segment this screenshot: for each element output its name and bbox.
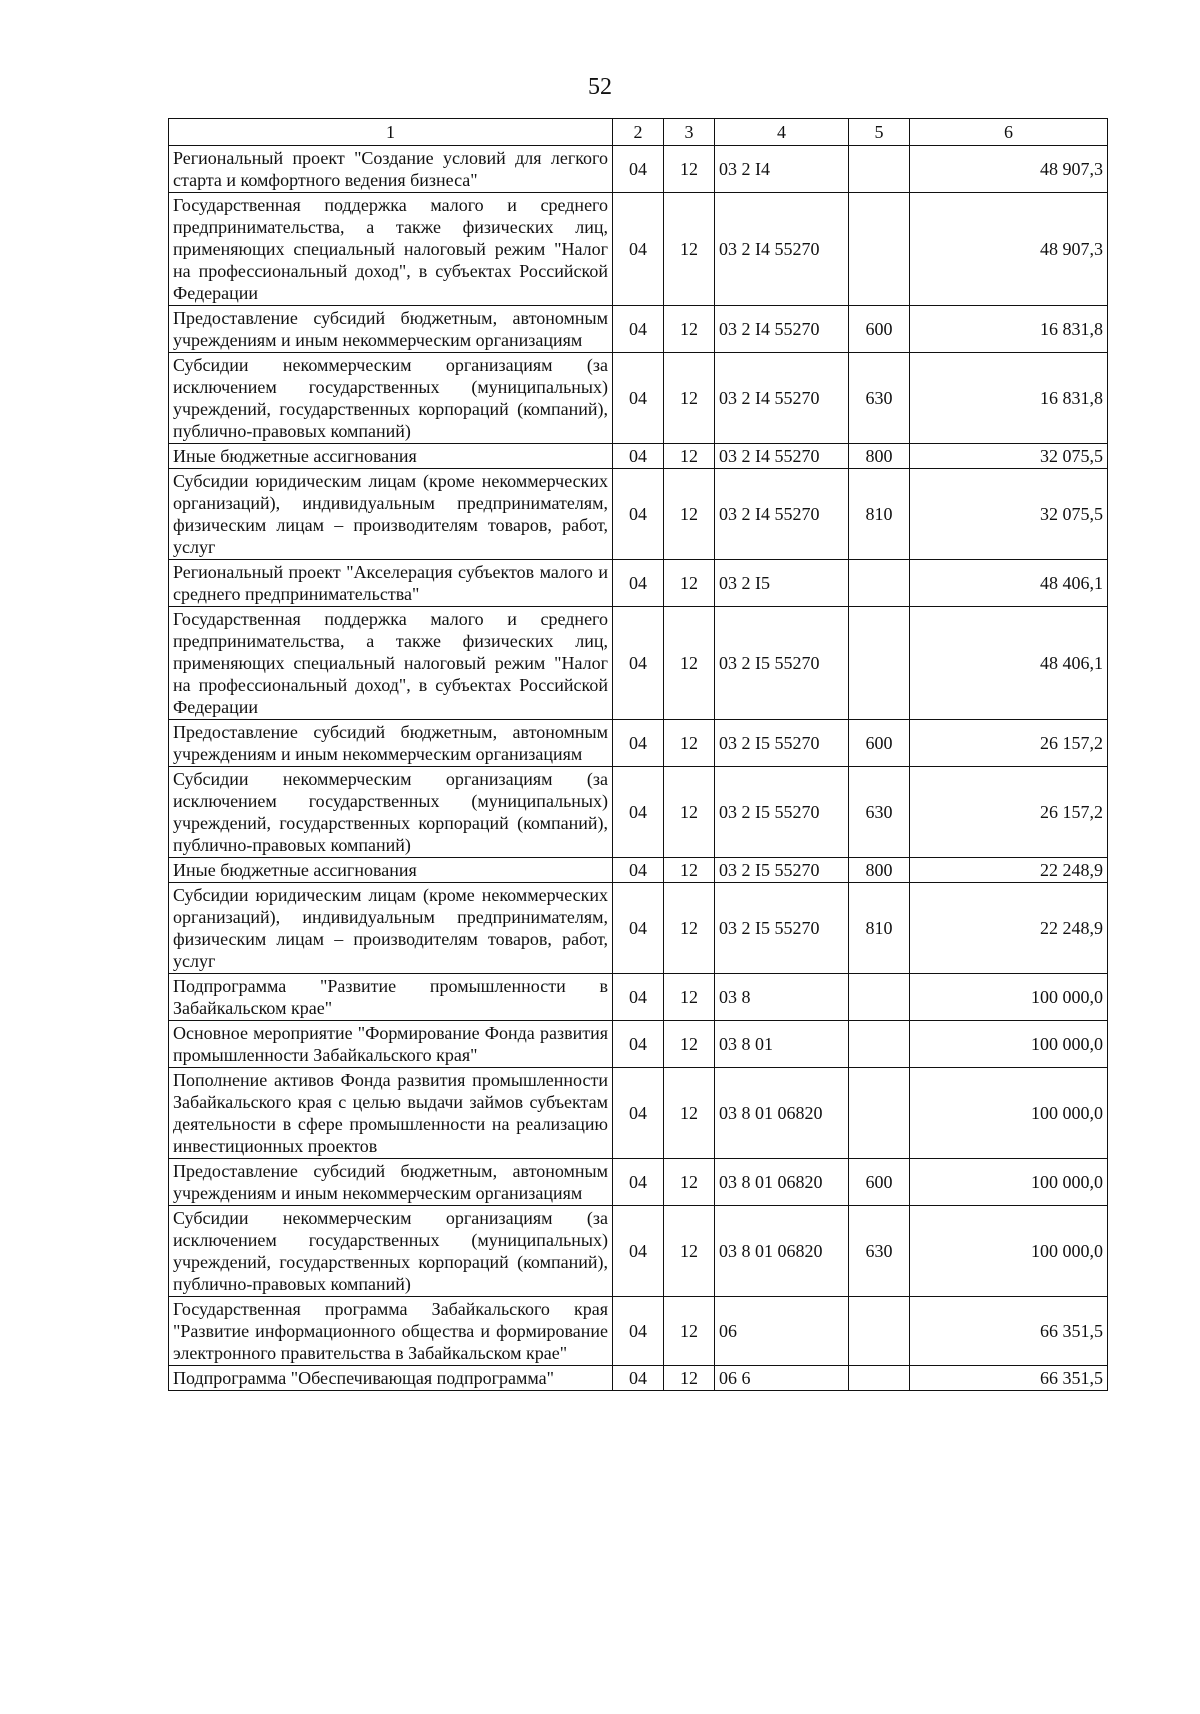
row-section-cell: 04 [613, 444, 664, 469]
row-expense-type-cell: 600 [849, 306, 910, 353]
column-header-5: 5 [849, 119, 910, 146]
row-subsection-cell: 12 [664, 444, 715, 469]
row-subsection-cell: 12 [664, 306, 715, 353]
row-target-code-cell: 03 2 I4 55270 [715, 306, 849, 353]
row-section-cell: 04 [613, 720, 664, 767]
row-section-cell: 04 [613, 469, 664, 560]
row-name-cell: Субсидии юридическим лицам (кроме некоммерческих организаций), индивидуальным предпринимателям, физическим лицам – производителям товаров, работ, услуг [169, 883, 613, 974]
row-name-cell: Предоставление субсидий бюджетным, автономным учреждениям и иным некоммерческим организациям [169, 306, 613, 353]
table-row [169, 1021, 1108, 1068]
page-number: 52 [588, 74, 612, 100]
row-name-cell: Пополнение активов Фонда развития промышленности Забайкальского края с целью выдачи займов субъектам деятельности в сфере промышленности на реализацию инвестиционных проектов [169, 1068, 613, 1159]
row-amount-cell: 22 248,9 [910, 858, 1108, 883]
row-target-code-cell: 03 2 I5 55270 [715, 767, 849, 858]
row-amount-cell: 48 406,1 [910, 560, 1108, 607]
row-name-cell: Иные бюджетные ассигнования [169, 858, 613, 883]
row-target-code-cell: 03 2 I4 55270 [715, 469, 849, 560]
row-target-code-cell: 03 2 I5 55270 [715, 720, 849, 767]
row-section-cell: 04 [613, 883, 664, 974]
row-subsection-cell: 12 [664, 720, 715, 767]
row-subsection-cell: 12 [664, 146, 715, 193]
row-subsection-cell: 12 [664, 193, 715, 306]
table-row [169, 193, 1108, 306]
row-target-code-cell: 03 8 01 [715, 1021, 849, 1068]
row-expense-type-cell: 810 [849, 469, 910, 560]
table-row [169, 1068, 1108, 1159]
header-row [169, 119, 1108, 146]
row-section-cell: 04 [613, 193, 664, 306]
row-name-cell: Региональный проект "Акселерация субъектов малого и среднего предпринимательства" [169, 560, 613, 607]
row-target-code-cell: 03 2 I5 55270 [715, 607, 849, 720]
row-subsection-cell: 12 [664, 858, 715, 883]
row-subsection-cell: 12 [664, 974, 715, 1021]
row-expense-type-cell [849, 1021, 910, 1068]
row-section-cell: 04 [613, 607, 664, 720]
row-expense-type-cell [849, 1366, 910, 1391]
table-row [169, 1366, 1108, 1391]
row-target-code-cell: 03 8 [715, 974, 849, 1021]
table-row [169, 858, 1108, 883]
row-name-cell: Подпрограмма "Развитие промышленности в Забайкальском крае" [169, 974, 613, 1021]
column-header-3: 3 [664, 119, 715, 146]
row-expense-type-cell [849, 1068, 910, 1159]
row-expense-type-cell [849, 607, 910, 720]
row-name-cell: Государственная программа Забайкальского края "Развитие информационного общества и формирование электронного правительства в Забайкальском крае" [169, 1297, 613, 1366]
row-target-code-cell: 03 2 I5 55270 [715, 858, 849, 883]
row-name-cell: Подпрограмма "Обеспечивающая подпрограмма" [169, 1366, 613, 1391]
row-name-cell: Субсидии некоммерческим организациям (за исключением государственных (муниципальных) учреждений, государственных корпораций (компаний), публично-правовых компаний) [169, 1206, 613, 1297]
row-amount-cell: 26 157,2 [910, 720, 1108, 767]
row-subsection-cell: 12 [664, 469, 715, 560]
table-row [169, 1297, 1108, 1366]
column-header-2: 2 [613, 119, 664, 146]
table-row [169, 607, 1108, 720]
table-row [169, 353, 1108, 444]
row-subsection-cell: 12 [664, 1159, 715, 1206]
row-target-code-cell: 03 8 01 06820 [715, 1068, 849, 1159]
row-name-cell: Предоставление субсидий бюджетным, автономным учреждениям и иным некоммерческим организациям [169, 720, 613, 767]
table-body [169, 146, 1108, 1391]
row-target-code-cell: 03 2 I4 55270 [715, 353, 849, 444]
row-target-code-cell: 03 2 I5 55270 [715, 883, 849, 974]
row-name-cell: Субсидии некоммерческим организациям (за исключением государственных (муниципальных) учреждений, государственных корпораций (компаний), публично-правовых компаний) [169, 353, 613, 444]
row-target-code-cell: 03 8 01 06820 [715, 1206, 849, 1297]
budget-table [168, 118, 1108, 1391]
row-expense-type-cell: 800 [849, 444, 910, 469]
column-header-6: 6 [910, 119, 1108, 146]
row-section-cell: 04 [613, 1206, 664, 1297]
row-target-code-cell: 03 2 I4 55270 [715, 193, 849, 306]
row-subsection-cell: 12 [664, 607, 715, 720]
row-amount-cell: 100 000,0 [910, 1206, 1108, 1297]
row-section-cell: 04 [613, 1297, 664, 1366]
table-row [169, 444, 1108, 469]
row-subsection-cell: 12 [664, 353, 715, 444]
table-row [169, 974, 1108, 1021]
table-row [169, 306, 1108, 353]
row-section-cell: 04 [613, 1021, 664, 1068]
row-amount-cell: 16 831,8 [910, 353, 1108, 444]
table-row [169, 883, 1108, 974]
table-row [169, 560, 1108, 607]
row-amount-cell: 48 406,1 [910, 607, 1108, 720]
table-row [169, 720, 1108, 767]
row-amount-cell: 16 831,8 [910, 306, 1108, 353]
row-subsection-cell: 12 [664, 1206, 715, 1297]
row-subsection-cell: 12 [664, 560, 715, 607]
row-expense-type-cell [849, 974, 910, 1021]
row-expense-type-cell: 600 [849, 1159, 910, 1206]
row-name-cell: Государственная поддержка малого и среднего предпринимательства, а также физических лиц, применяющих специальный налоговый режим "Налог на профессиональный доход", в субъектах Российской Федерации [169, 607, 613, 720]
row-section-cell: 04 [613, 767, 664, 858]
row-amount-cell: 22 248,9 [910, 883, 1108, 974]
row-expense-type-cell [849, 560, 910, 607]
row-name-cell: Субсидии юридическим лицам (кроме некоммерческих организаций), индивидуальным предпринимателям, физическим лицам – производителям товаров, работ, услуг [169, 469, 613, 560]
row-amount-cell: 100 000,0 [910, 1159, 1108, 1206]
row-amount-cell: 66 351,5 [910, 1297, 1108, 1366]
row-subsection-cell: 12 [664, 767, 715, 858]
row-name-cell: Иные бюджетные ассигнования [169, 444, 613, 469]
row-section-cell: 04 [613, 1159, 664, 1206]
row-name-cell: Государственная поддержка малого и среднего предпринимательства, а также физических лиц, применяющих специальный налоговый режим "Налог на профессиональный доход", в субъектах Российской Федерации [169, 193, 613, 306]
row-amount-cell: 66 351,5 [910, 1366, 1108, 1391]
row-section-cell: 04 [613, 146, 664, 193]
row-expense-type-cell: 800 [849, 858, 910, 883]
row-expense-type-cell: 630 [849, 353, 910, 444]
row-section-cell: 04 [613, 353, 664, 444]
row-amount-cell: 100 000,0 [910, 1021, 1108, 1068]
row-name-cell: Основное мероприятие "Формирование Фонда развития промышленности Забайкальского края" [169, 1021, 613, 1068]
row-amount-cell: 32 075,5 [910, 469, 1108, 560]
row-target-code-cell: 03 2 I4 [715, 146, 849, 193]
row-section-cell: 04 [613, 974, 664, 1021]
row-expense-type-cell: 600 [849, 720, 910, 767]
row-subsection-cell: 12 [664, 883, 715, 974]
row-subsection-cell: 12 [664, 1366, 715, 1391]
row-amount-cell: 48 907,3 [910, 146, 1108, 193]
column-header-4: 4 [715, 119, 849, 146]
row-section-cell: 04 [613, 1366, 664, 1391]
row-target-code-cell: 03 8 01 06820 [715, 1159, 849, 1206]
row-section-cell: 04 [613, 560, 664, 607]
row-subsection-cell: 12 [664, 1297, 715, 1366]
row-subsection-cell: 12 [664, 1021, 715, 1068]
row-name-cell: Региональный проект "Создание условий для легкого старта и комфортного ведения бизнеса" [169, 146, 613, 193]
row-expense-type-cell [849, 146, 910, 193]
row-amount-cell: 26 157,2 [910, 767, 1108, 858]
row-expense-type-cell: 630 [849, 1206, 910, 1297]
row-amount-cell: 32 075,5 [910, 444, 1108, 469]
row-target-code-cell: 06 6 [715, 1366, 849, 1391]
row-section-cell: 04 [613, 858, 664, 883]
row-expense-type-cell: 810 [849, 883, 910, 974]
row-target-code-cell: 03 2 I5 [715, 560, 849, 607]
row-section-cell: 04 [613, 1068, 664, 1159]
column-header-1: 1 [169, 119, 613, 146]
table-row [169, 767, 1108, 858]
row-subsection-cell: 12 [664, 1068, 715, 1159]
row-name-cell: Предоставление субсидий бюджетным, автономным учреждениям и иным некоммерческим организациям [169, 1159, 613, 1206]
table-row [169, 469, 1108, 560]
row-amount-cell: 100 000,0 [910, 974, 1108, 1021]
row-section-cell: 04 [613, 306, 664, 353]
table-row [169, 146, 1108, 193]
table-row [169, 1206, 1108, 1297]
row-expense-type-cell [849, 193, 910, 306]
row-amount-cell: 100 000,0 [910, 1068, 1108, 1159]
row-name-cell: Субсидии некоммерческим организациям (за исключением государственных (муниципальных) учреждений, государственных корпораций (компаний), публично-правовых компаний) [169, 767, 613, 858]
row-target-code-cell: 06 [715, 1297, 849, 1366]
row-amount-cell: 48 907,3 [910, 193, 1108, 306]
table-row [169, 1159, 1108, 1206]
row-expense-type-cell: 630 [849, 767, 910, 858]
row-expense-type-cell [849, 1297, 910, 1366]
row-target-code-cell: 03 2 I4 55270 [715, 444, 849, 469]
